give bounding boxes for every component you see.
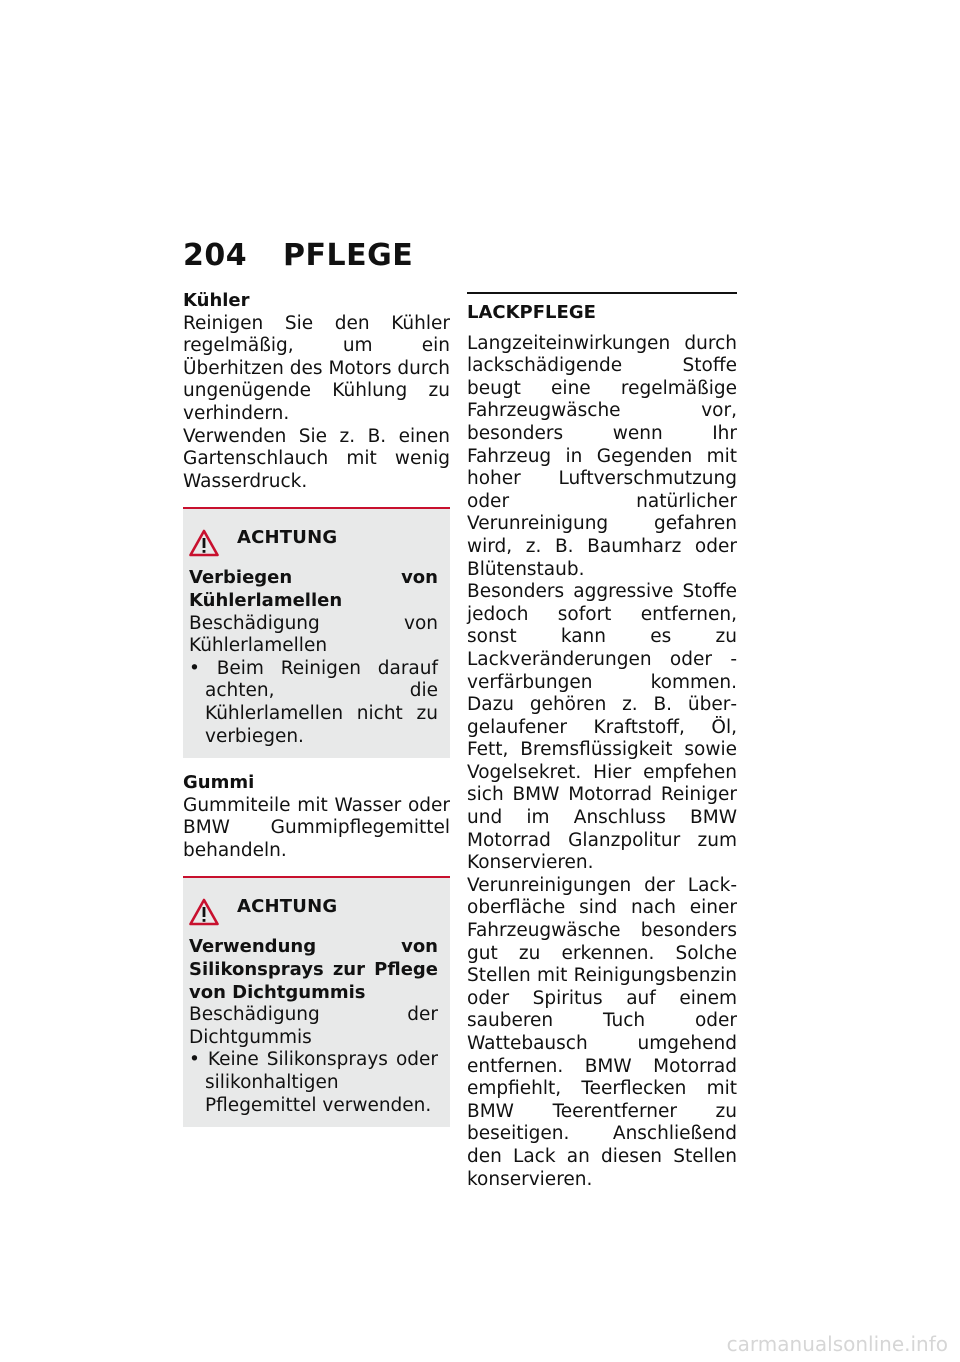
- warning-title: Verwendung von Silikonsprays zur Pflege von Dichtgummis: [189, 936, 438, 1003]
- warning-text: Beschädigung der Dichtgummis: [189, 1004, 438, 1048]
- page-header: [183, 238, 413, 278]
- warning-label: ACHTUNG: [237, 896, 338, 918]
- right-column: [467, 292, 737, 1191]
- paragraph: Verunreinigungen der Lackoberfläche sind nach einer Fahrzeugwäsche besonders gut zu erkennen. Solche Stellen mit Reinigungsbenzin oder Spiritus auf einem sauberen Tuch oder Wattebausch umgehend entfernen. BMW Motorrad empfiehlt, Teerflecken mit BMW Teerentferner zu beseitigen. Anschließend den Lack an diesen Stellen konservieren.: [467, 874, 737, 1190]
- warning-text: Beschädigung von Kühlerlamellen: [189, 612, 438, 657]
- warning-header: [189, 892, 438, 930]
- paragraph: Langzeiteinwirkungen durch lackschädigende Stoffe beugt eine regelmäßige Fahrzeugwäsche vor, besonders wenn Ihr Fahrzeug in Gegenden mit hoher Luftverschmutzung oder natürlicher Verunreinigung gefahren wird, z. B. Baumharz oder Blütenstaub.: [467, 332, 737, 580]
- warning-bullet: • Keine Silikonsprays oder silikonhaltigen Pflegemittel verwenden.: [189, 1049, 438, 1116]
- section-heading-lackpflege: LACKPFLEGE: [467, 292, 737, 325]
- warning-header: [189, 523, 438, 561]
- paragraph: Reinigen Sie den Kühler regelmäßig, um ein Überhitzen des Motors durch ungenügende Kühlung zu verhindern.: [183, 312, 450, 424]
- chapter-title: PFLEGE: [283, 238, 414, 273]
- watermark: carmanualsonline.info: [726, 1332, 948, 1356]
- page-number: 204: [183, 238, 248, 273]
- warning-label: ACHTUNG: [237, 527, 338, 549]
- warning-title: Verbiegen von Kühlerlamellen: [189, 567, 438, 611]
- paragraph: Gummiteile mit Wasser oder BMW Gummipflegemittel behandeln.: [183, 794, 450, 861]
- warning-box-radiator: [183, 507, 450, 758]
- section-heading-kuehler: Kühler: [183, 290, 250, 311]
- section-heading-gummi: Gummi: [183, 772, 255, 794]
- paragraph: Besonders aggressive Stoffe jedoch sofort entfernen, sonst kann es zu Lackveränderungen oder -verfärbungen kommen. Dazu gehören z. B. übergelaufener Kraftstoff, Öl, Fett, Bremsflüssigkeit sowie Vogelsekret. Hier empfehen sich BMW Motorrad Reiniger und im Anschluss BMW Motorrad Glanzpolitur zum Konservieren.: [467, 581, 737, 874]
- left-column: [183, 290, 450, 1141]
- warning-box-silicone: [183, 876, 450, 1127]
- warning-triangle-icon: [189, 529, 219, 557]
- warning-bullet: • Beim Reinigen darauf achten, die Kühlerlamellen nicht zu verbiegen.: [189, 657, 438, 747]
- warning-triangle-icon: [189, 898, 219, 926]
- paragraph: Verwenden Sie z. B. einen Gartenschlauch mit wenig Wasserdruck.: [183, 425, 450, 492]
